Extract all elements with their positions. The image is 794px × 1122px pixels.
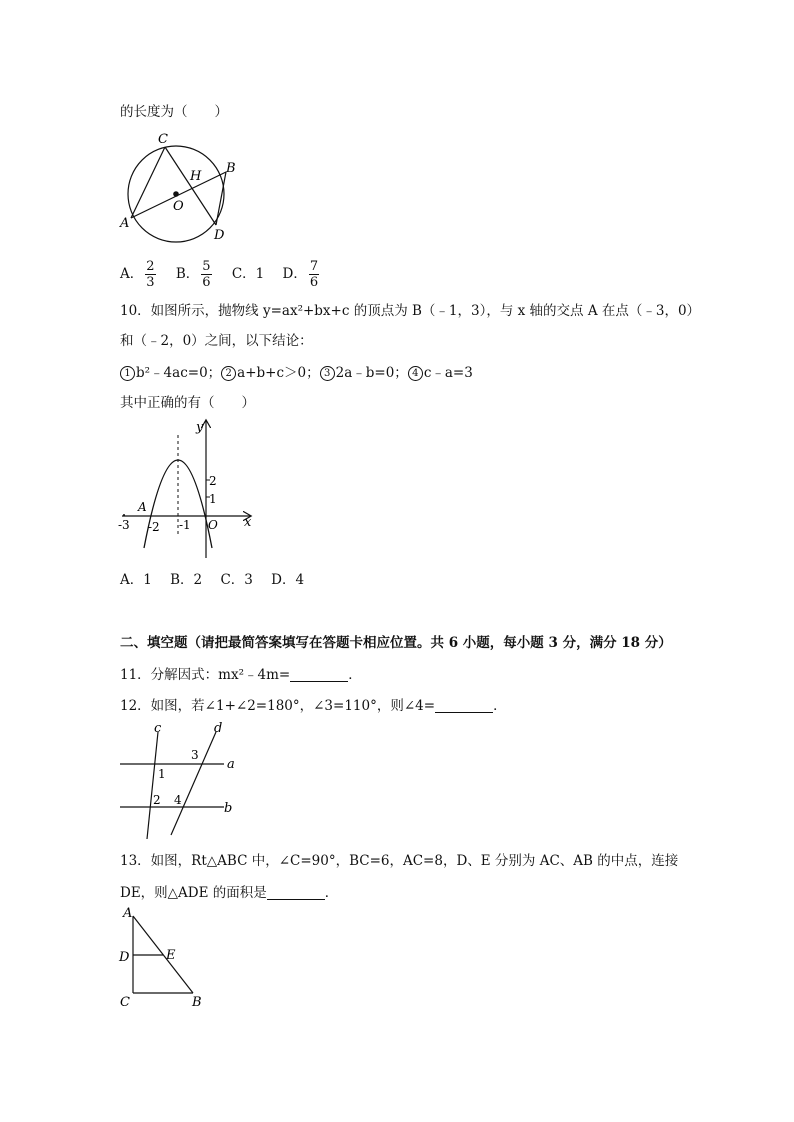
q11: 11．分解因式：mx²﹣4m= ． (120, 667, 362, 683)
label-b: B (192, 995, 202, 1010)
label-neg2: -2 (148, 520, 160, 534)
label-neg3: -3 (118, 518, 130, 532)
conclusion-1: 1 b²﹣4ac=0； (120, 365, 221, 381)
q10-parabola-graph (112, 415, 262, 565)
q12-parallel-lines-figure (114, 718, 244, 843)
q9-option-a[interactable]: A． $\frac{2}{3}$ (120, 259, 155, 290)
q13-triangle-figure (114, 904, 214, 1014)
q13-line2: DE，则△ADE 的面积是 ． (120, 885, 339, 901)
conclusion-3: 3 2a﹣b=0； (320, 365, 408, 381)
q11-answer-blank[interactable] (290, 667, 348, 682)
q9-option-c[interactable]: C．1 (231, 266, 265, 282)
point-neg3 (123, 514, 125, 516)
label-a: A (123, 906, 133, 921)
center-dot (173, 191, 179, 197)
q10-option-a[interactable]: A．1 (120, 572, 152, 588)
q10-option-b[interactable]: B．2 (170, 572, 203, 588)
section-heading: 二、填空题（请把最简答案填写在答题卡相应位置。共 6 小题，每小题 3 分，满分 18 分） (120, 635, 672, 651)
q10-ask: 其中正确的有（ ） (120, 395, 255, 411)
label-d: D (214, 228, 225, 243)
label-2: 2 (153, 793, 161, 807)
q13-answer-blank[interactable] (267, 885, 325, 900)
label-neg1: -1 (179, 518, 191, 532)
q10-option-c[interactable]: C．3 (220, 572, 253, 588)
q10-options (120, 571, 318, 589)
label-1: 1 (158, 767, 166, 781)
conclusion-4: 4 c﹣a=3 (408, 365, 473, 381)
label-origin: O (208, 518, 218, 532)
q9-option-b[interactable]: B． $\frac{5}{6}$ (175, 259, 211, 290)
q10-line2: 和（﹣2，0）之间，以下结论： (120, 333, 313, 349)
label-d: D (119, 950, 130, 965)
label-a: A (120, 216, 130, 231)
label-c: C (120, 995, 130, 1010)
line-c (147, 732, 158, 839)
q10-conclusions (120, 364, 473, 382)
label-y: y (196, 420, 204, 435)
q10-line1: 10．如图所示，抛物线 y=ax²+bx+c 的顶点为 B（﹣1，3），与 x 轴的交点 A 在点（﹣3，0） (120, 303, 701, 319)
label-c: c (154, 721, 162, 736)
label-4: 4 (174, 793, 182, 807)
label-two: 2 (209, 474, 217, 488)
label-h: H (190, 169, 202, 184)
chord-ac (131, 147, 165, 218)
label-a-point: A (138, 500, 147, 514)
q9-circle-figure (114, 126, 254, 246)
conclusion-2: 2 a+b+c＞0； (221, 365, 319, 381)
label-b: b (224, 801, 233, 816)
q12: 12．如图，若∠1+∠2=180°，∠3=110°，则∠4= ． (120, 698, 507, 714)
label-a: a (227, 757, 235, 772)
q9-options (120, 259, 335, 290)
label-c: C (158, 132, 168, 147)
q9-continuation: 的长度为（ ） (120, 104, 228, 120)
label-e: E (166, 948, 176, 963)
label-o: O (173, 199, 184, 214)
label-one: 1 (209, 492, 217, 506)
chord-bd (216, 172, 226, 225)
label-3: 3 (191, 748, 199, 762)
q13-line1: 13．如图，Rt△ABC 中，∠C=90°，BC=6，AC=8，D、E 分别为 AC、AB 的中点，连接 (120, 853, 679, 869)
q12-answer-blank[interactable] (435, 698, 493, 713)
q10-option-d[interactable]: D．4 (271, 572, 305, 588)
label-d: d (214, 721, 223, 736)
q9-option-d[interactable]: D． $\frac{7}{6}$ (282, 259, 319, 290)
label-x: x (244, 515, 252, 530)
label-b: B (226, 161, 236, 176)
